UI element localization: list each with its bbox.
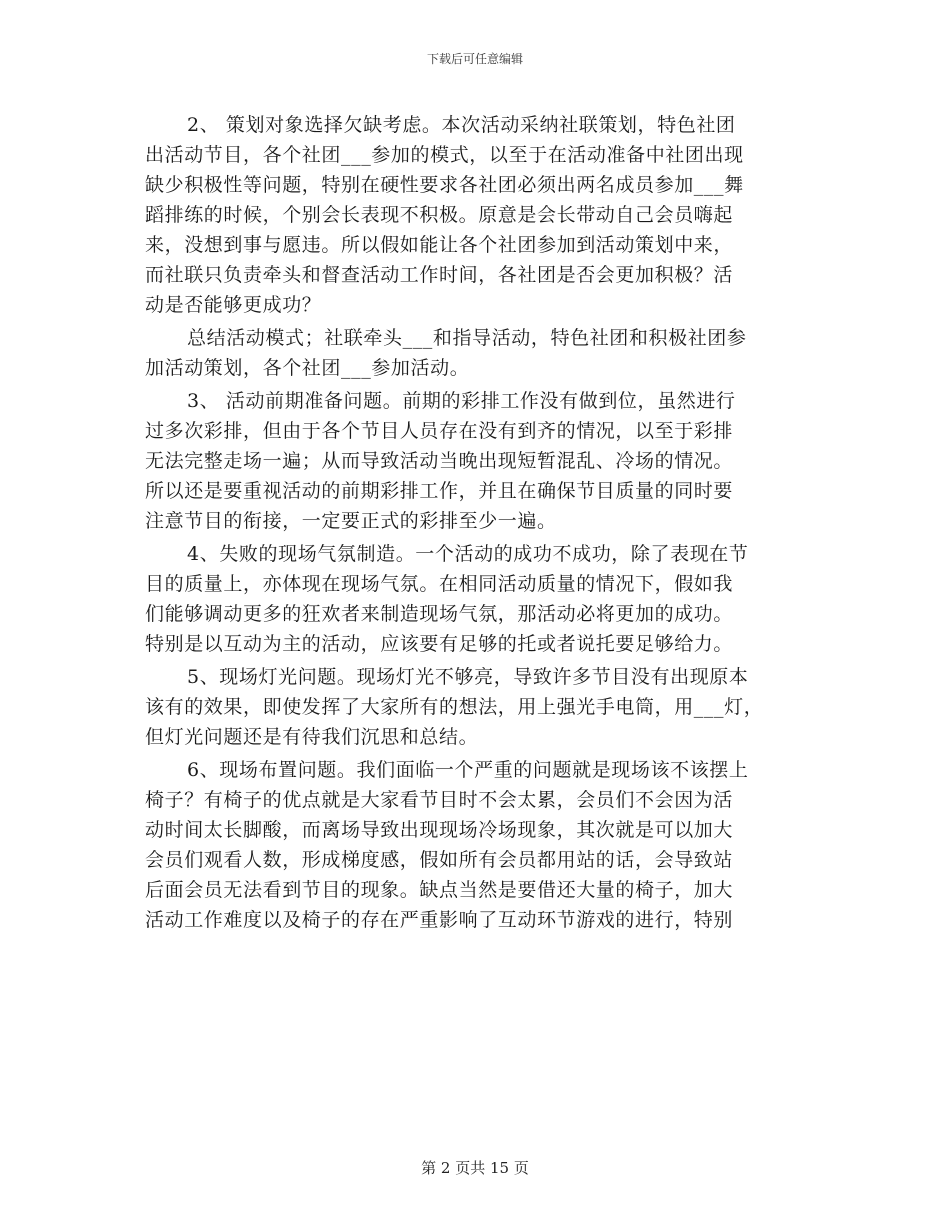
- paragraph-line: 6、现场布置问题。我们面临一个严重的问题就是现场该不该摆上: [187, 759, 749, 781]
- paragraph-line: 加活动策划，各个社团___参加活动。: [145, 357, 470, 379]
- paragraph-line: 2、 策划对象选择欠缺考虑。本次活动采纳社联策划，特色社团: [187, 114, 736, 136]
- paragraph-line: 所以还是要重视活动的前期彩排工作，并且在确保节目质量的同时要: [145, 480, 734, 502]
- paragraph-line: 活动工作难度以及椅子的存在严重影响了互动环节游戏的进行，特别: [145, 909, 734, 931]
- paragraph-line: 过多次彩排，但由于各个节目人员存在没有到齐的情况，以至于彩排: [145, 420, 734, 442]
- paragraph-line: 注意节目的衔接，一定要正式的彩排至少一遍。: [145, 510, 557, 532]
- paragraph-line: 出活动节目，各个社团___参加的模式，以至于在活动准备中社团出现: [145, 144, 744, 166]
- document-body: [145, 110, 805, 935]
- paragraph-line: 来，没想到事与愿违。所以假如能让各个社团参加到活动策划中来，: [145, 234, 734, 256]
- paragraph-line: 4、失败的现场气氛制造。一个活动的成功不成功，除了表现在节: [187, 543, 749, 565]
- paragraph-line: 特别是以互动为主的活动，应该要有足够的托或者说托要足够给力。: [145, 633, 734, 655]
- paragraph-line: 缺少积极性等问题，特别在硬性要求各社团必须出两名成员参加___舞: [145, 174, 744, 196]
- paragraph-line: 椅子？有椅子的优点就是大家看节目时不会太累，会员们不会因为活: [145, 789, 734, 811]
- paragraph-line: 们能够调动更多的狂欢者来制造现场气氛，那活动必将更加的成功。: [145, 603, 734, 625]
- paragraph-line: 该有的效果，即使发挥了大家所有的想法，用上强光手电筒，用___灯，: [145, 696, 764, 718]
- paragraph-line: 会员们观看人数，形成梯度感，假如所有会员都用站的话，会导致站: [145, 849, 734, 871]
- paragraph-line: 3、 活动前期准备问题。前期的彩排工作没有做到位，虽然进行: [187, 390, 736, 412]
- page-footer: 第 2 页共 15 页: [421, 1159, 529, 1177]
- paragraph-line: 但灯光问题还是有待我们沉思和总结。: [145, 726, 479, 748]
- page-header: 下载后可任意编辑: [426, 52, 523, 66]
- paragraph-line: 总结活动模式；社联牵头___和指导活动，特色社团和积极社团参: [187, 327, 747, 349]
- paragraph-line: 动时间太长脚酸，而离场导致出现现场冷场现象，其次就是可以加大: [145, 819, 734, 841]
- paragraph-line: 无法完整走场一遍；从而导致活动当晚出现短暂混乱、冷场的情况。: [145, 450, 734, 472]
- paragraph-line: 5、现场灯光问题。现场灯光不够亮，导致许多节目没有出现原本: [187, 666, 749, 688]
- paragraph-line: 目的质量上，亦体现在现场气氛。在相同活动质量的情况下，假如我: [145, 573, 734, 595]
- paragraph-line: 动是否能够更成功？: [145, 294, 322, 316]
- paragraph-line: 而社联只负责牵头和督查活动工作时间，各社团是否会更加积极？活: [145, 264, 734, 286]
- paragraph-line: 蹈排练的时候，个别会长表现不积极。原意是会长带动自己会员嗨起: [145, 204, 734, 226]
- paragraph-line: 后面会员无法看到节目的现象。缺点当然是要借还大量的椅子，加大: [145, 879, 734, 901]
